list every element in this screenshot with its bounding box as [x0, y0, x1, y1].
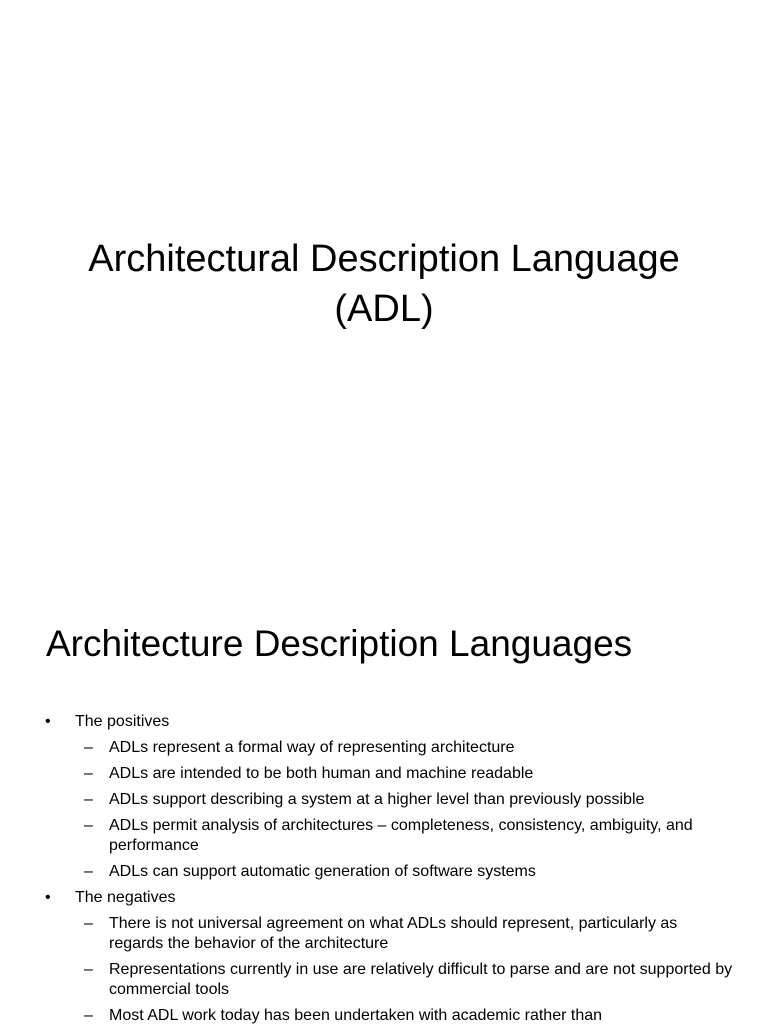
list-item [84, 914, 734, 954]
list-item-text: ADLs permit analysis of architectures – completeness, consistency, ambiguity, and performance [109, 817, 693, 854]
content-slide-title: Architecture Description Languages [46, 623, 633, 664]
slide-title [0, 234, 768, 334]
section-positives [44, 712, 734, 882]
list-item-text: ADLs represent a formal way of representing architecture [109, 739, 515, 756]
list-item [84, 862, 734, 882]
list-item [84, 960, 734, 1000]
dash-glyph: – [84, 791, 93, 808]
bullet-list-container [44, 712, 734, 1024]
list-item [84, 816, 734, 856]
dash-glyph: – [84, 765, 93, 782]
sub-list [75, 738, 734, 882]
dash-glyph: – [84, 817, 93, 834]
slide-title-line-1: Architectural Description Language [88, 238, 680, 280]
section-label: The positives [75, 713, 170, 730]
list-item-text: There is not universal agreement on what ADLs should represent, particularly as regards the behavior of the architecture [109, 915, 678, 952]
list-item-text: ADLs are intended to be both human and machine readable [109, 765, 534, 782]
list-item-text: Representations currently in use are relatively difficult to parse and are not supported by commercial tools [109, 961, 733, 998]
dash-glyph: – [84, 961, 93, 978]
dash-glyph: – [84, 915, 93, 932]
section-negatives [44, 888, 734, 1024]
section-label: The negatives [75, 889, 176, 906]
list-item [84, 1006, 734, 1024]
slide-title-line-2: (ADL) [334, 288, 434, 330]
dash-glyph: – [84, 863, 93, 880]
bullet-glyph: • [45, 889, 51, 906]
list-item-text: Most ADL work today has been undertaken with academic rather than [109, 1007, 603, 1024]
dash-glyph: – [84, 1007, 93, 1024]
list-item [84, 738, 734, 758]
bullet-glyph: • [45, 713, 51, 730]
list-item [84, 790, 734, 810]
list-item [84, 764, 734, 784]
content-slide [0, 576, 768, 1024]
list-item-text: ADLs support describing a system at a higher level than previously possible [109, 791, 645, 808]
list-item-text: ADLs can support automatic generation of software systems [109, 863, 536, 880]
sub-list [75, 914, 734, 1024]
bullet-list [44, 712, 734, 1024]
dash-glyph: – [84, 739, 93, 756]
